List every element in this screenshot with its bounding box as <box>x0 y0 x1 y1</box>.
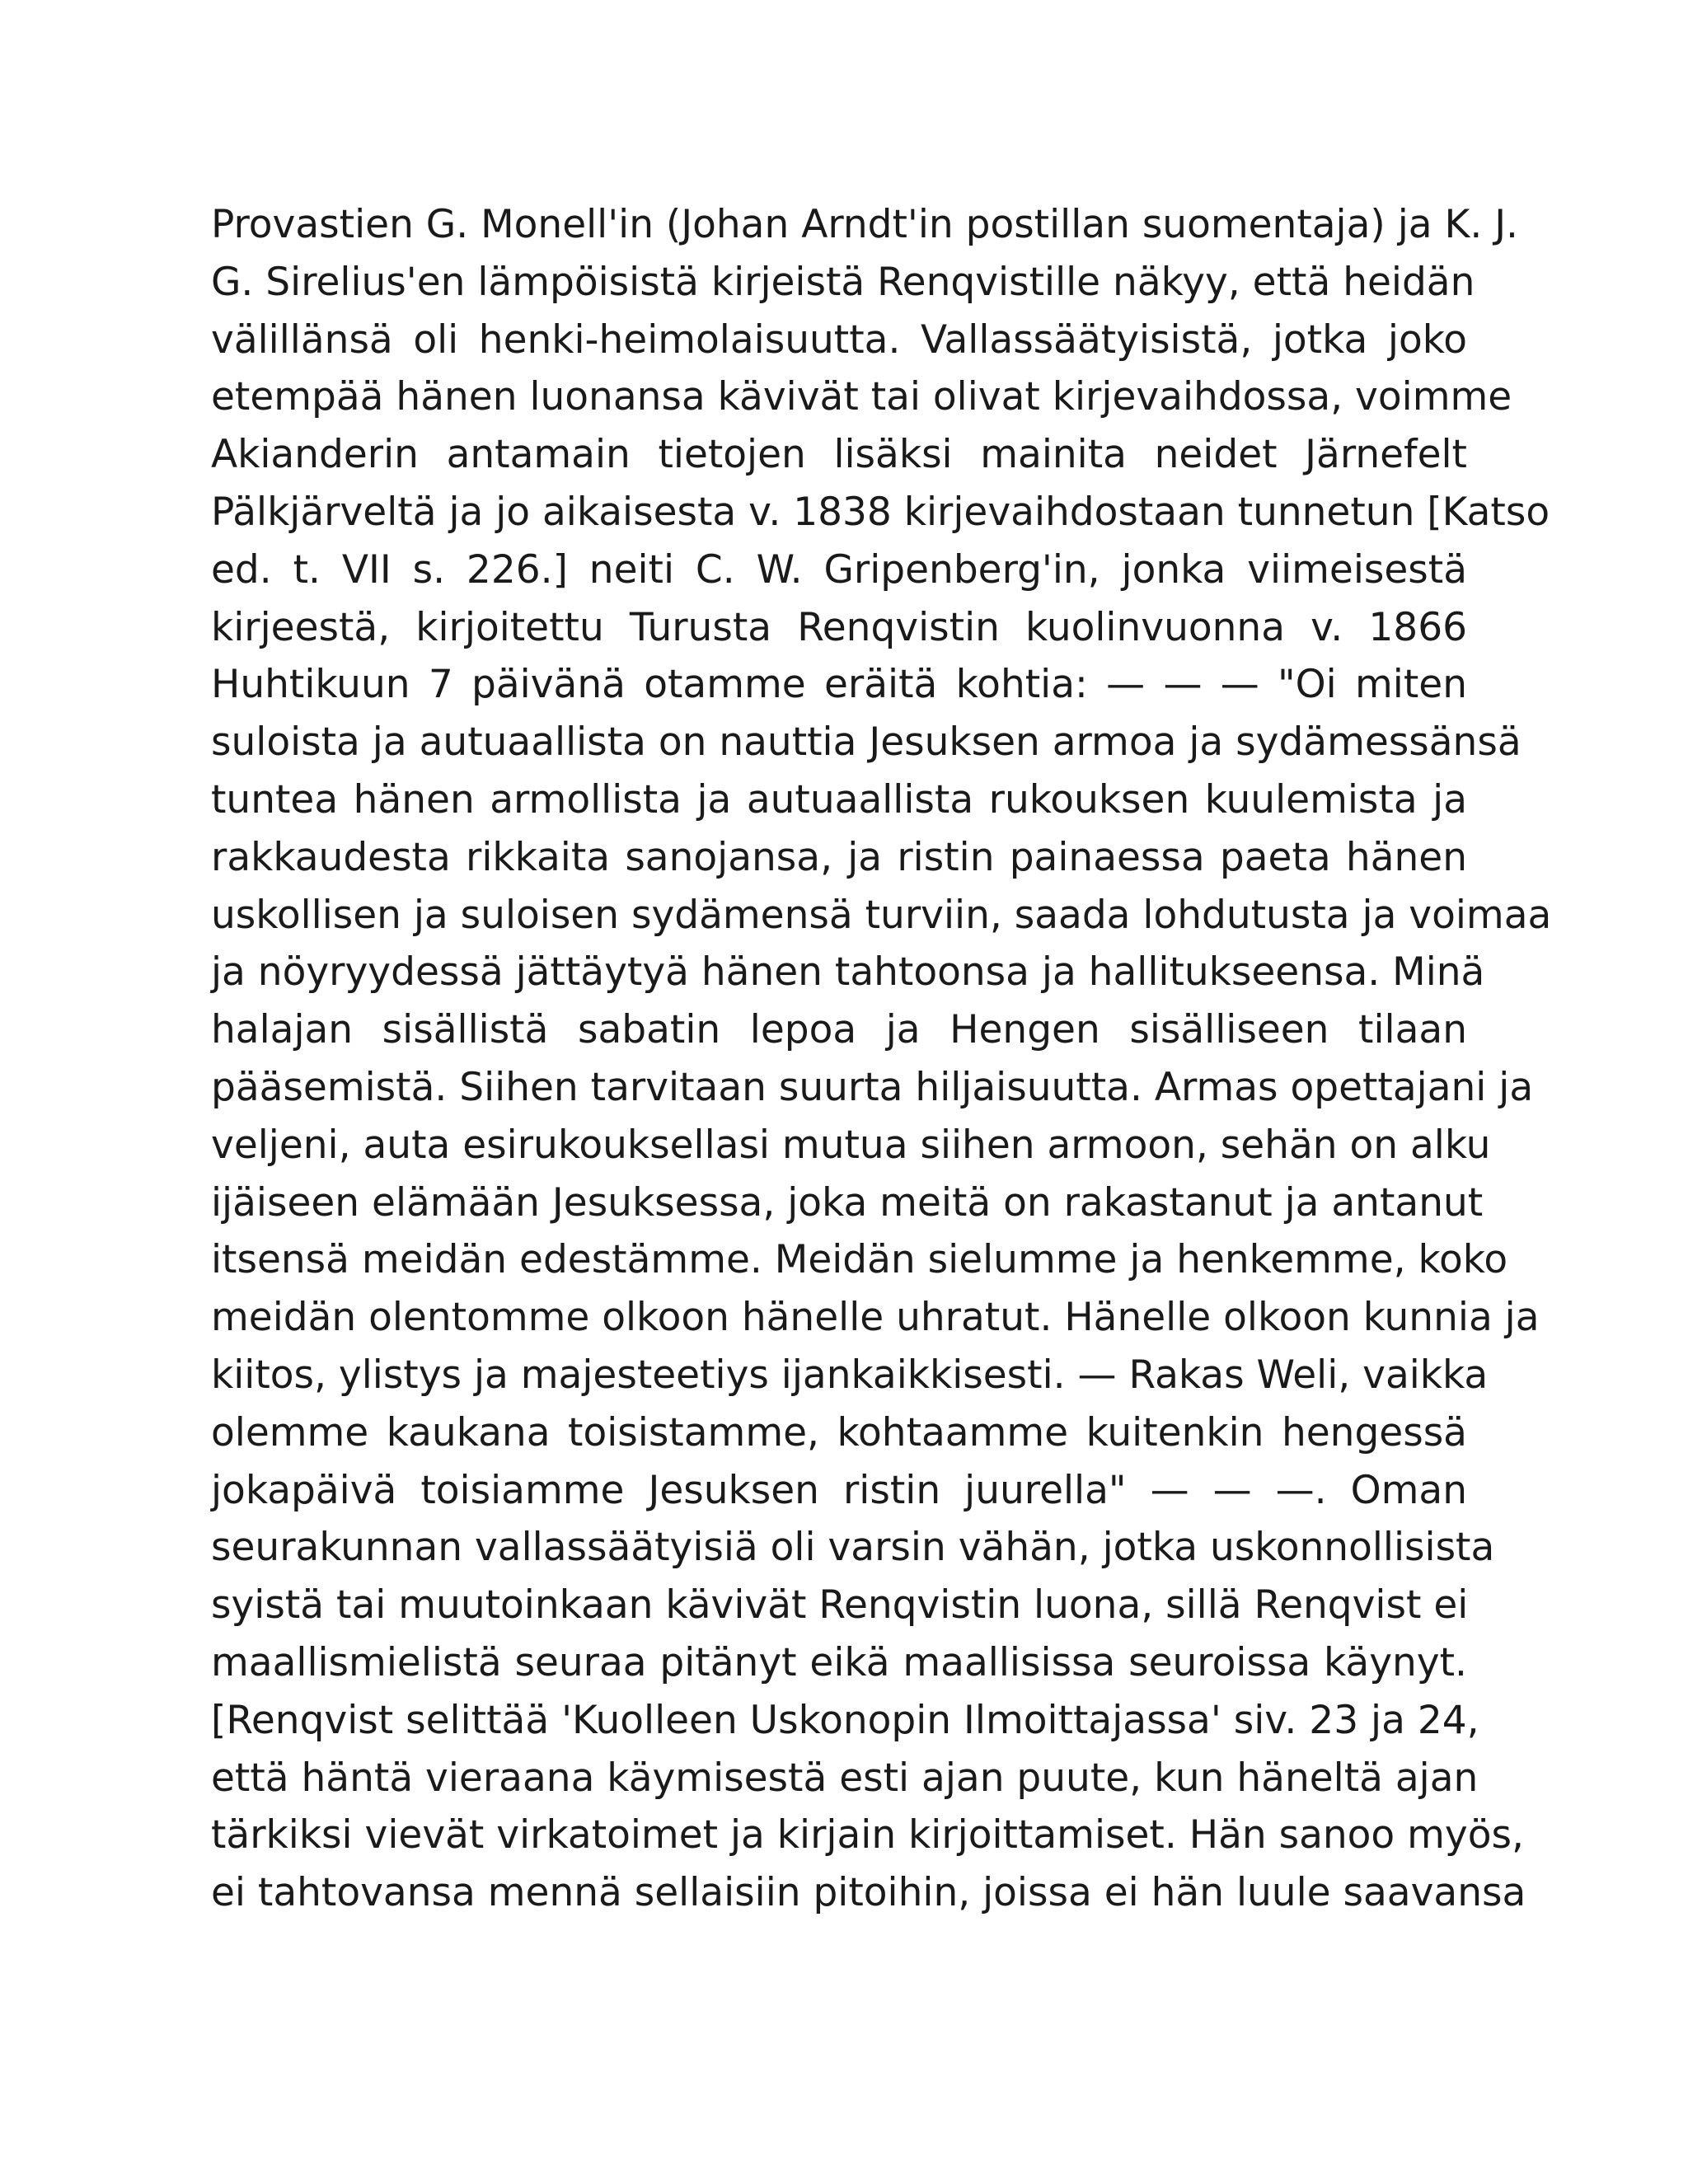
text-line: tuntea hänen armollista ja autuaallista rukouksen kuulemista ja <box>211 776 1467 823</box>
text-line: veljeni, auta esirukouksellasi mutua siihen armoon, sehän on alku <box>211 1122 1491 1168</box>
text-line: etempää hänen luonansa kävivät tai olivat kirjevaihdossa, voimme <box>211 374 1512 420</box>
text-line: Akianderin antamain tietojen lisäksi mainita neidet Järnefelt <box>211 432 1467 478</box>
text-line: välillänsä oli henki-heimolaisuutta. Vallassäätyisistä, jotka joko <box>211 316 1467 363</box>
text-line: Huhtikuun 7 päivänä otamme eräitä kohtia: — — — "Oi miten <box>211 662 1467 708</box>
text-line: ei tahtovansa mennä sellaisiin pitoihin, joissa ei hän luule saavansa <box>211 1870 1526 1916</box>
text-line: ja nöyryydessä jättäytyä hänen tahtoonsa ja hallitukseensa. Minä <box>211 949 1485 996</box>
text-line: kiitos, ylistys ja majesteetiys ijankaikkisesti. — Rakas Weli, vaikka <box>211 1352 1489 1398</box>
text-line: suloista ja autuaallista on nauttia Jesuksen armoa ja sydämessänsä <box>211 719 1522 766</box>
text-line: Provastien G. Monell'in (Johan Arndt'in postillan suomentaja) ja K. J. <box>211 202 1518 247</box>
text-line: G. Sirelius'en lämpöisistä kirjeistä Renqvistille näkyy, että heidän <box>211 259 1475 305</box>
text-line: että häntä vieraana käymisestä esti ajan puute, kun häneltä ajan <box>211 1755 1479 1801</box>
text-line: pääsemistä. Siihen tarvitaan suurta hiljaisuutta. Armas opettajani ja <box>211 1064 1534 1110</box>
text-line: syistä tai muutoinkaan kävivät Renqvistin luona, sillä Renqvist ei <box>211 1582 1469 1629</box>
text-line: ijäiseen elämään Jesuksessa, joka meitä on rakastanut ja antanut <box>211 1179 1484 1226</box>
text-line: uskollisen ja suloisen sydämensä turviin, saada lohdutusta ja voimaa <box>211 892 1552 938</box>
text-line: itsensä meidän edestämme. Meidän sielumme ja henkemme, koko <box>211 1237 1508 1283</box>
text-line: Pälkjärveltä ja jo aikaisesta v. 1838 kirjevaihdostaan tunnetun [Katso <box>211 489 1550 535</box>
text-line: maallismielistä seuraa pitänyt eikä maallisissa seuroissa käynyt. <box>211 1639 1467 1685</box>
text-line: tärkiksi vievät virkatoimet ja kirjain kirjoittamiset. Hän sanoo myös, <box>211 1812 1524 1858</box>
text-line: meidän olentomme olkoon hänelle uhratut. Hänelle olkoon kunnia ja <box>211 1295 1540 1341</box>
text-line: olemme kaukana toisistamme, kohtaamme kuitenkin hengessä <box>211 1409 1467 1455</box>
body-paragraph <box>211 196 1552 1922</box>
text-line: rakkaudesta rikkaita sanojansa, ja ristin painaessa paeta hänen <box>211 834 1467 880</box>
text-line: [Renqvist selittää 'Kuolleen Uskonopin Ilmoittajassa' siv. 23 ja 24, <box>211 1697 1479 1743</box>
text-line: seurakunnan vallassäätyisiä oli varsin vähän, jotka uskonnollisista <box>211 1525 1495 1571</box>
text-line: ed. t. VII s. 226.] neiti C. W. Gripenberg'in, jonka viimeisestä <box>211 546 1467 593</box>
text-line: halajan sisällistä sabatin lepoa ja Hengen sisälliseen tilaan <box>211 1007 1467 1053</box>
text-line: jokapäivä toisiamme Jesuksen ristin juurella" — — —. Oman <box>211 1467 1467 1513</box>
text-line: kirjeestä, kirjoitettu Turusta Renqvistin kuolinvuonna v. 1866 <box>211 604 1467 650</box>
